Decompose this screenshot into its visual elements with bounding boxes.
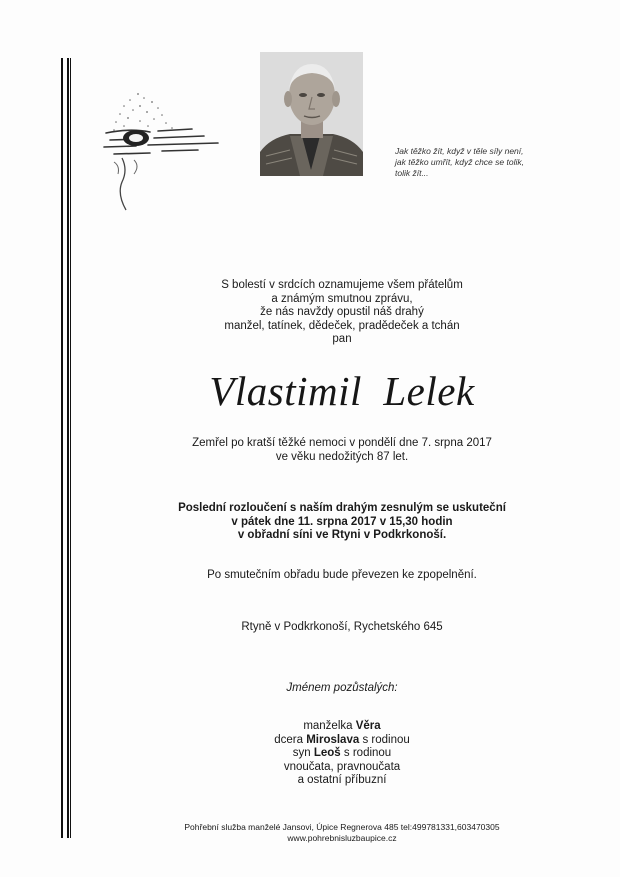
family-member-wife <box>72 720 612 734</box>
member-name: Věra <box>355 720 381 732</box>
death-line: Zemřel po kratší těžké nemoci v pondělí dne 7. srpna 2017 <box>192 437 492 449</box>
death-line: ve věku nedožitých 87 let. <box>275 450 409 463</box>
intro-line: že nás navždy opustil náš drahý <box>260 306 424 318</box>
intro-line: pan <box>332 333 352 345</box>
funeral-service-website: www.pohrebnisluzbaupice.cz <box>287 833 397 843</box>
motto-line: tolik žít... <box>395 168 429 178</box>
relation-suffix: s rodinou <box>340 747 392 759</box>
farewell-line: v pátek dne 11. srpna 2017 v 15,30 hodin <box>231 515 453 528</box>
motto-line: Jak těžko žít, když v těle síly není, <box>395 146 524 156</box>
death-notice <box>72 437 612 464</box>
relation-label: manželka <box>303 720 356 732</box>
on-behalf-heading: Jménem pozůstalých: <box>286 682 398 694</box>
relation-suffix: s rodinou <box>359 733 410 746</box>
family-grandchildren: vnoučata, pravnoučata <box>283 760 401 773</box>
relation-label: syn <box>292 747 314 759</box>
memorial-motto <box>395 146 595 179</box>
cremation-note: Po smutečním obřadu bude převezen ke zpopelnění. <box>207 569 477 581</box>
funeral-details <box>72 502 612 543</box>
mourning-border-right <box>70 58 71 838</box>
motto-line: jak těžko umřít, když chce se tolik, <box>395 157 524 167</box>
member-name: Leoš <box>313 747 341 759</box>
farewell-line: v obřadní síni ve Rtyni v Podkrkonoší. <box>237 529 447 541</box>
intro-line: a známým smutnou zprávu, <box>271 292 413 305</box>
mourning-border-left <box>61 58 63 838</box>
family-address: Rtyně v Podkrkonoší, Rychetského 645 <box>241 621 443 633</box>
intro-line: S bolestí v srdcích oznamujeme všem přátelům <box>221 279 463 291</box>
family-member-daughter <box>72 734 612 748</box>
farewell-line: Poslední rozloučení s naším drahým zesnulým se uskuteční <box>178 502 506 514</box>
sunset-ornament-icon <box>100 88 220 213</box>
family-relatives: a ostatní příbuzní <box>297 774 387 786</box>
relation-label: dcera <box>274 733 307 746</box>
intro-line: manžel, tatínek, dědeček, pradědeček a tchán <box>224 319 460 332</box>
announcement-intro <box>72 279 612 347</box>
funeral-service-contact: Pohřební služba manželé Jansovi, Úpice Regnerova 485 tel:499781331,603470305 <box>184 822 500 832</box>
mourning-border-middle <box>67 58 69 838</box>
family-list <box>72 720 612 788</box>
deceased-portrait <box>260 52 363 176</box>
deceased-name: Vlastimil Lelek <box>209 368 475 414</box>
family-member-son <box>72 747 612 761</box>
member-name: Miroslava <box>306 733 360 746</box>
funeral-service-footer <box>72 822 612 844</box>
